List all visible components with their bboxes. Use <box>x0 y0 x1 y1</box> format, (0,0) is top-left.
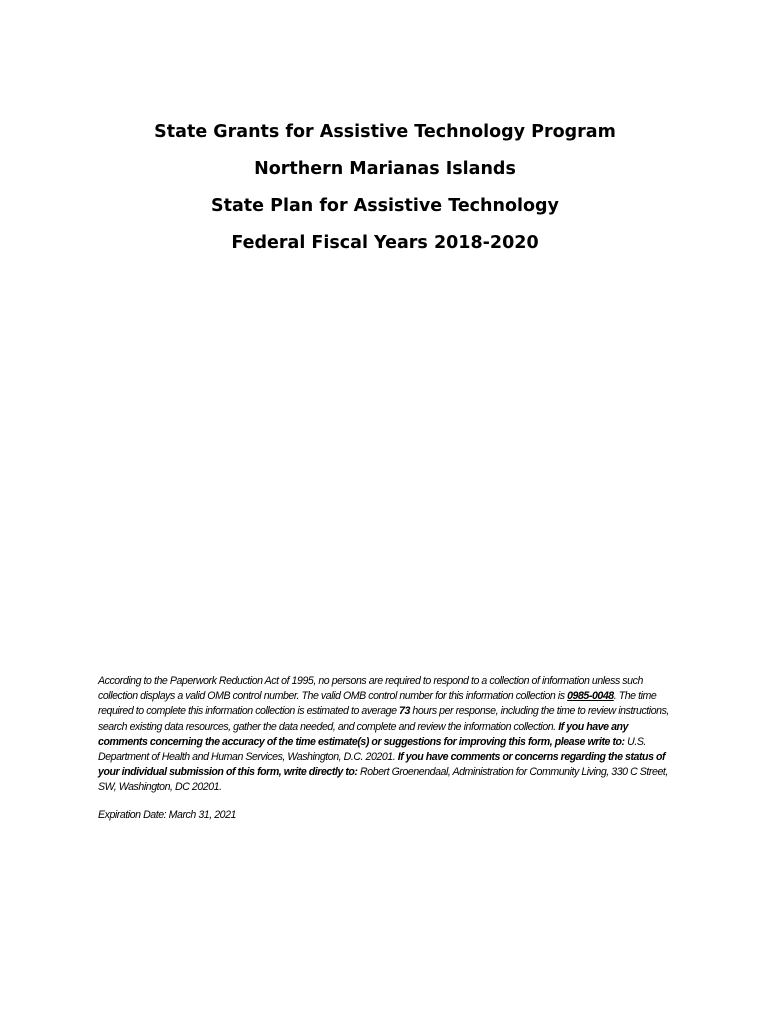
status-instruction: If you have comments or concerns regarding the status of your individual submission of this form, write directly to: <box>98 751 666 779</box>
plan-title: State Plan for Assistive Technology <box>211 196 559 216</box>
hhs-address: U.S. Department of Health and Human Services, Washington, D.C. 20201. <box>98 735 646 764</box>
estimated-hours: 73 <box>399 705 410 718</box>
omb-control-number: 0985-0048 <box>567 690 614 703</box>
expiration-date: Expiration Date: March 31, 2021 <box>98 809 236 821</box>
contact-address: Robert Groenendaal, Administration for Community Living, 330 C Street, SW, Washington, DC 20201. <box>98 766 668 794</box>
fiscal-years: Federal Fiscal Years 2018-2020 <box>231 233 539 253</box>
paperwork-reduction-notice <box>98 674 676 796</box>
notice-text-3: hours per response, including the time to review instructions, search existing data resources, gather the data needed, and complete and review the information collection. <box>98 705 669 733</box>
comments-instruction: If you have any comments concerning the accuracy of the time estimate(s) or suggestions for improving this form, please write to: <box>98 720 629 748</box>
notice-text-1: According to the Paperwork Reduction Act of 1995, no persons are required to respond to a collection of information unless such collection displays a valid OMB control number. The valid OMB control number for this information collection is <box>98 675 643 703</box>
document-title-block <box>0 122 770 270</box>
notice-text-2: . The time required to complete this information collection is estimated to average <box>98 690 657 718</box>
state-name: Northern Marianas Islands <box>254 159 516 179</box>
program-title: State Grants for Assistive Technology Program <box>154 122 616 142</box>
